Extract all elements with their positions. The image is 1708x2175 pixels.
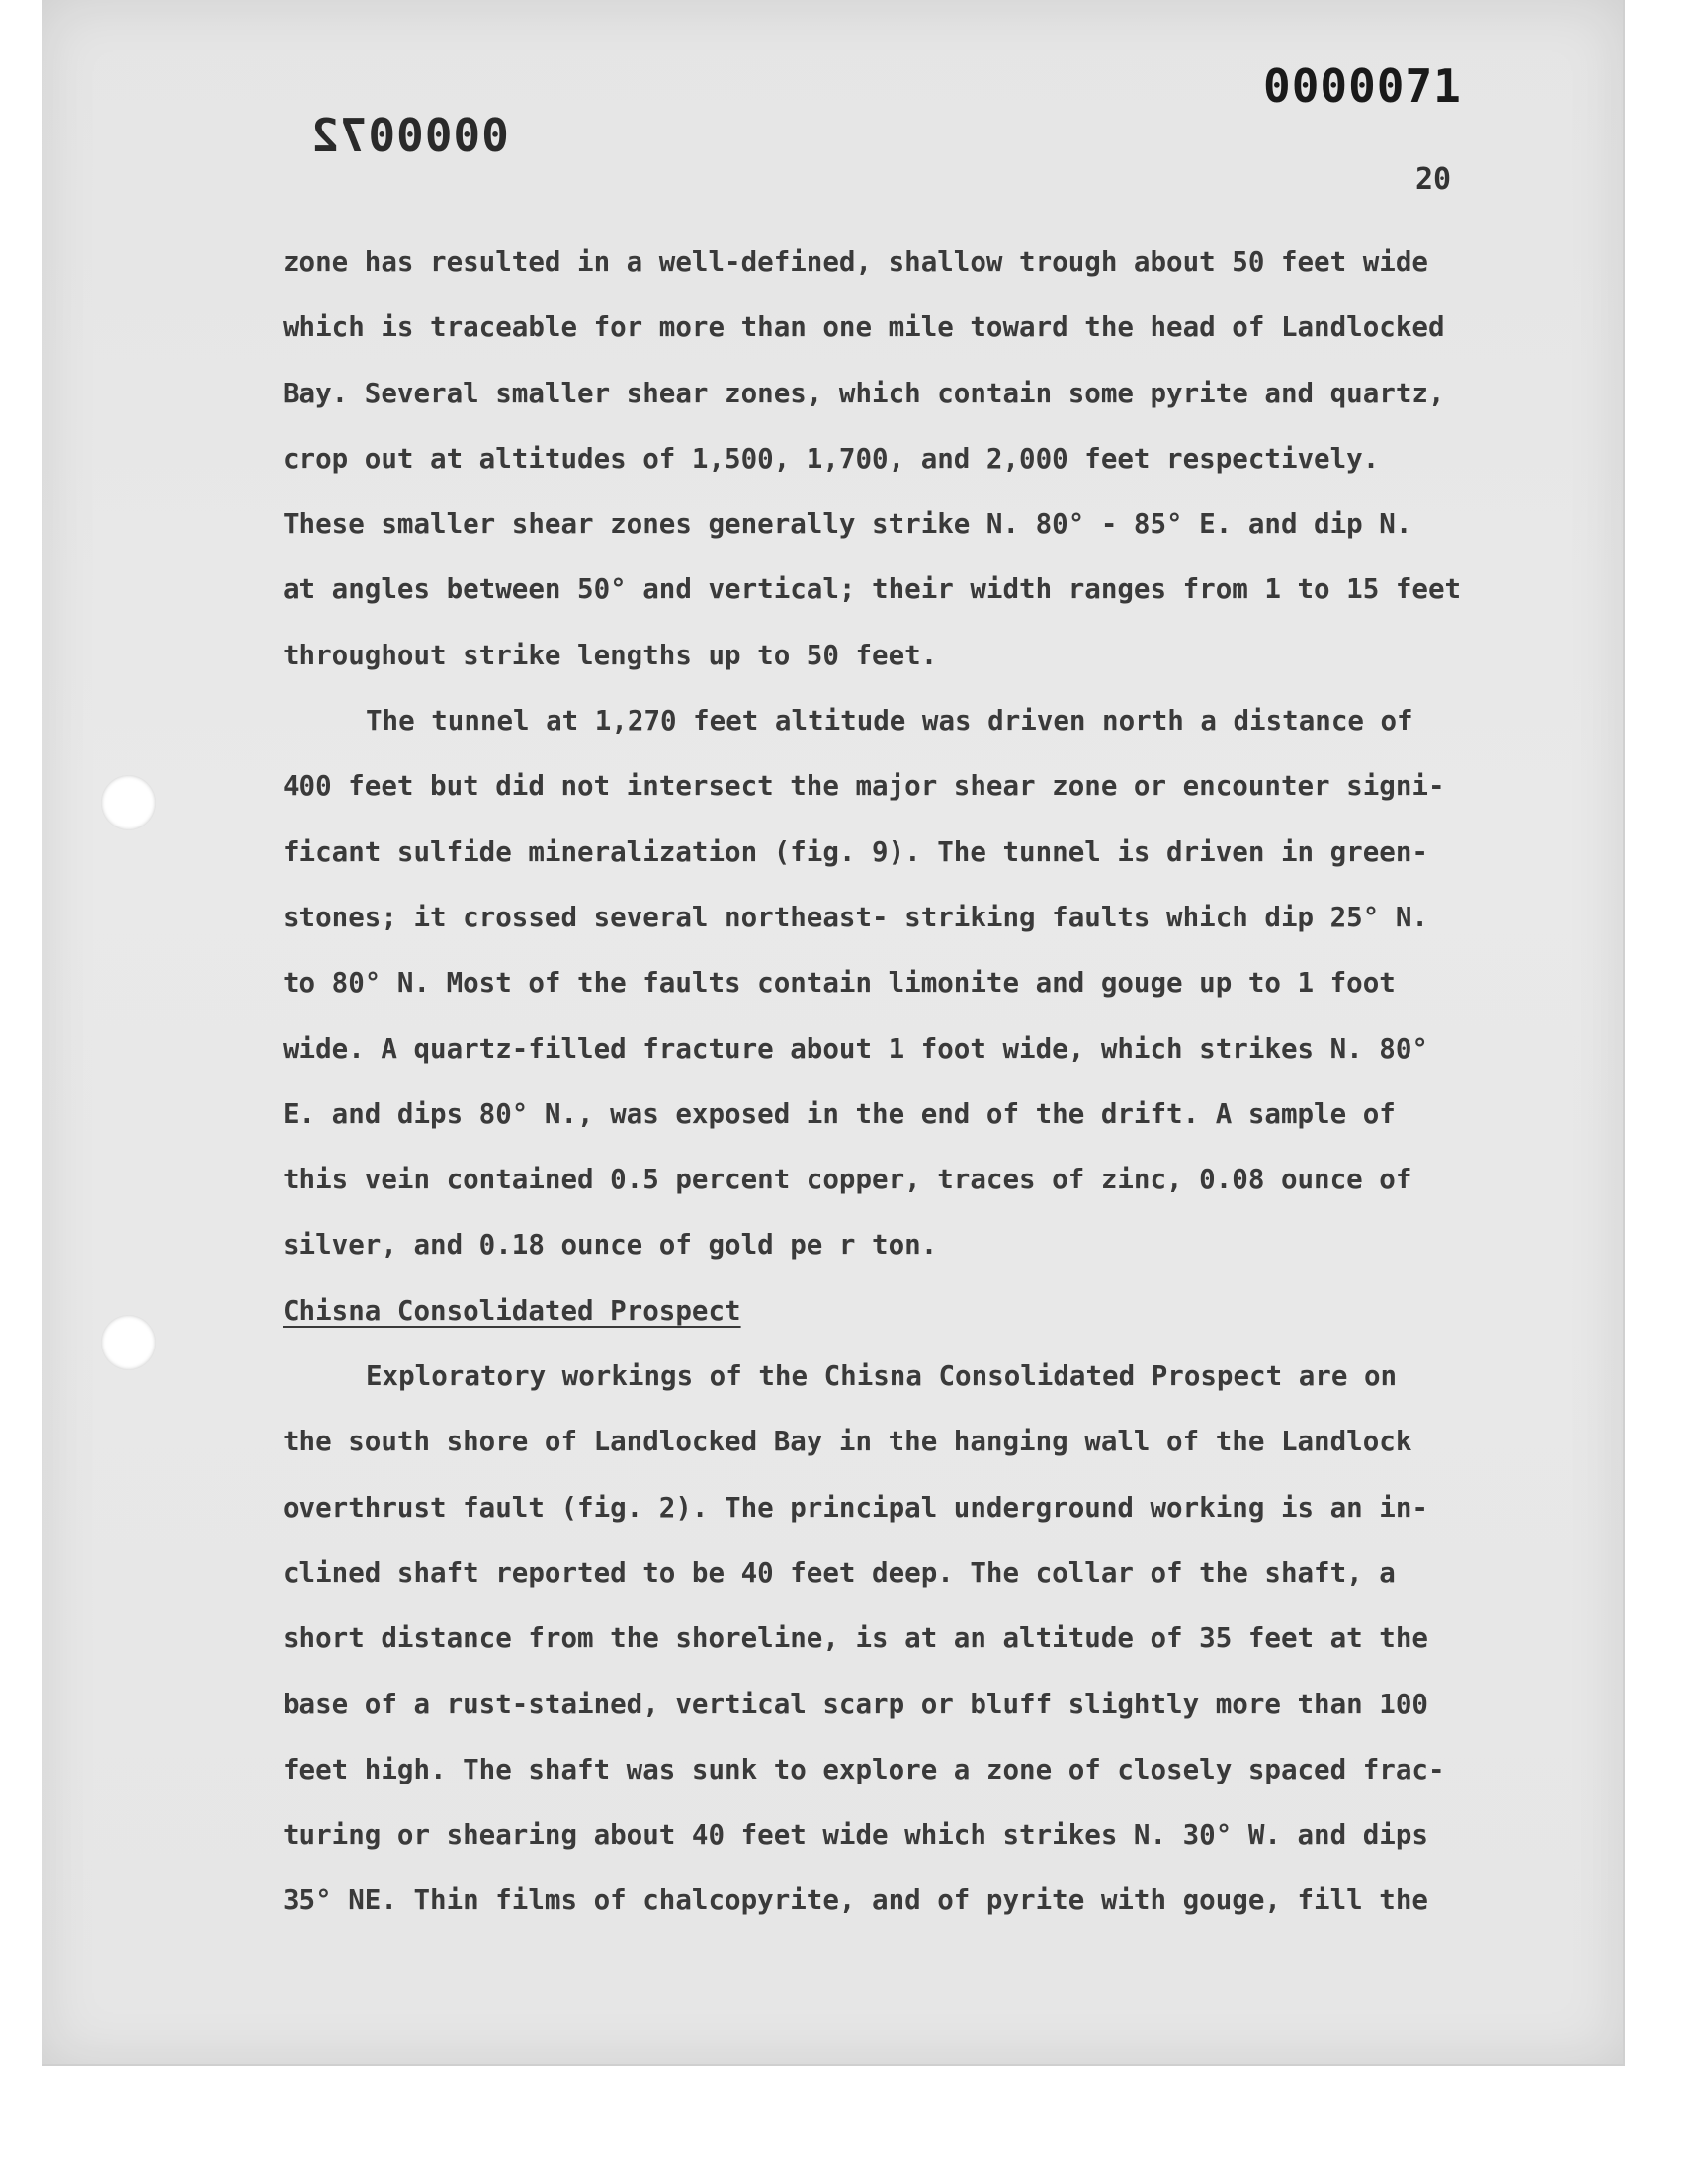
text-line: silver, and 0.18 ounce of gold pe r ton. — [283, 1229, 938, 1262]
text-line: base of a rust-stained, vertical scarp or bluff slightly more than 100 — [283, 1688, 1428, 1720]
text-line: the south shore of Landlocked Bay in the hanging wall of the Landlock — [283, 1426, 1412, 1458]
section-heading-text: Chisna Consolidated Prospect — [283, 1294, 741, 1327]
text-line: These smaller shear zones generally strike N. 80° - 85° E. and dip N. — [283, 508, 1412, 541]
text-line: feet high. The shaft was sunk to explore a zone of closely spaced frac- — [283, 1753, 1445, 1785]
bleed-through-stamp-number: 0000072 — [310, 109, 509, 162]
text-line: wide. A quartz-filled fracture about 1 foot wide, which strikes N. 80° — [283, 1032, 1428, 1065]
body-text — [283, 229, 1508, 1934]
punch-hole — [101, 1315, 156, 1370]
page-number: 20 — [1415, 162, 1452, 197]
text-line: this vein contained 0.5 percent copper, traces of zinc, 0.08 ounce of — [283, 1164, 1412, 1196]
text-line: which is traceable for more than one mile toward the head of Landlocked — [283, 311, 1445, 344]
text-line: throughout strike lengths up to 50 feet. — [283, 639, 938, 671]
text-line: zone has resulted in a well-defined, shallow trough about 50 feet wide — [283, 246, 1428, 278]
text-line: at angles between 50° and vertical; their width ranges from 1 to 15 feet — [283, 573, 1462, 606]
text-line: 35° NE. Thin films of chalcopyrite, and of pyrite with gouge, fill the — [283, 1884, 1428, 1917]
text-line: stones; it crossed several northeast- striking faults which dip 25° N. — [283, 901, 1428, 933]
section-heading — [283, 1278, 1508, 1344]
document-stamp-number: 0000071 — [1263, 59, 1462, 113]
text-line: overthrust fault (fig. 2). The principal underground working is an in- — [283, 1491, 1428, 1523]
text-line: Bay. Several smaller shear zones, which contain some pyrite and quartz, — [283, 377, 1445, 409]
text-line: E. and dips 80° N., was exposed in the end of the drift. A sample of — [283, 1097, 1396, 1130]
text-line: clined shaft reported to be 40 feet deep. The collar of the shaft, a — [283, 1556, 1396, 1589]
document-page — [42, 0, 1625, 2066]
text-line: Exploratory workings of the Chisna Consolidated Prospect are on — [366, 1360, 1398, 1393]
text-line: The tunnel at 1,270 feet altitude was driven north a distance of — [366, 705, 1413, 738]
text-line: short distance from the shoreline, is at an altitude of 35 feet at the — [283, 1622, 1428, 1655]
text-line: ficant sulfide mineralization (fig. 9). The tunnel is driven in green- — [283, 835, 1428, 868]
text-line: 400 feet but did not intersect the major shear zone or encounter signi- — [283, 770, 1445, 803]
text-line: to 80° N. Most of the faults contain limonite and gouge up to 1 foot — [283, 967, 1396, 1000]
text-line: turing or shearing about 40 feet wide which strikes N. 30° W. and dips — [283, 1819, 1428, 1852]
text-line: crop out at altitudes of 1,500, 1,700, and 2,000 feet respectively. — [283, 442, 1380, 475]
punch-hole — [101, 775, 156, 830]
